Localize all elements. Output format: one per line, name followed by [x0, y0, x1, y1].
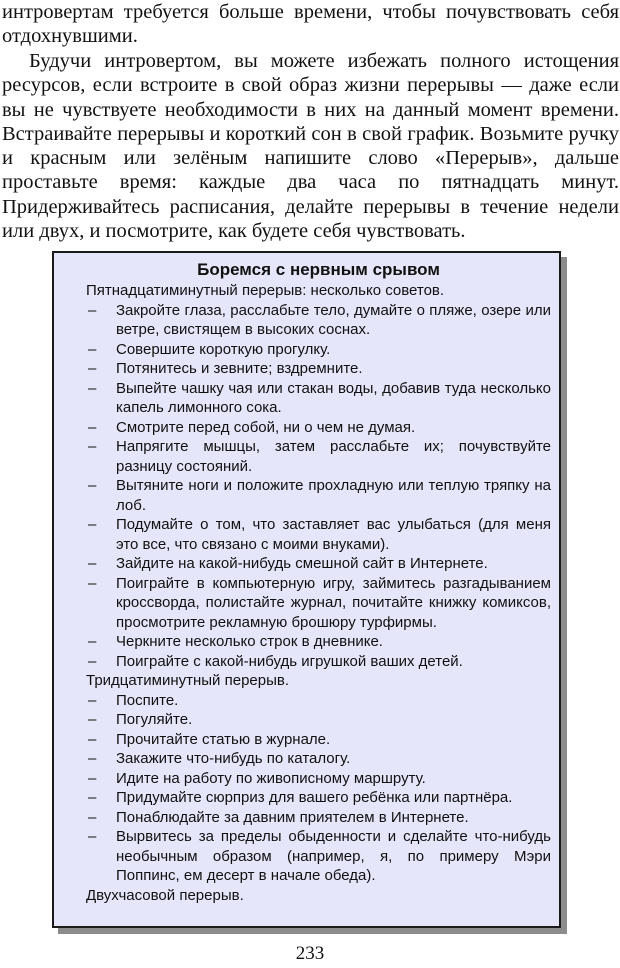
list-item: – Придумайте сюрприз для вашего ребёнка или партнёра.	[88, 789, 513, 806]
list-item: – Погуляйте.	[88, 711, 193, 728]
list-item: – Потянитесь и зевните; вздремните.	[88, 360, 363, 377]
list-item: – Понаблюдайте за давним приятелем в Интернете.	[88, 808, 469, 826]
paragraph-1: интровертам требуется больше времени, чтобы почувствовать себя отдохнувшими.	[2, 1, 619, 48]
list-item: – Прочитайте статью в журнале.	[88, 730, 331, 748]
page-number: 233	[295, 943, 325, 964]
list-item: – Вырвитесь за пределы обыденности и сделайте что-нибудь необычным образом (например, я, по примеру Мэри Поппинс, ем десерт в начале обеда).	[88, 828, 551, 884]
list-item: – Вытяните ноги и положите прохладную или теплую тряпку на лоб.	[88, 477, 551, 514]
list-item: – Совершите короткую прогулку.	[88, 340, 331, 358]
list-item: – Поиграйте в компьютерную игру, займитесь разгадыванием кроссворда, полистайте журнал, почитайте книжку комиксов, просмотрите рекламную брошюру турфирмы.	[88, 574, 551, 631]
list-item: – Поиграйте с какой-нибудь игрушкой ваших детей.	[88, 652, 463, 670]
section-15min-heading: Пятнадцатиминутный перерыв: несколько советов.	[86, 282, 445, 299]
paragraph-2: Будучи интровертом, вы можете избежать полного истощения ресурсов, если встроите в свой образ жизни перерывы — даже если вы не чувствуете необходимости в них на данный момент времени. Встраивайте перерывы и короткий сон в свой график. Возьмите ручку и красным или зелёным напишите слово «Перерыв», дальше проставьте время: каждые два часа по пятнадцать минут. Придерживайтесь расписания, делайте перерывы в течение недели или двух, и посмотрите, как будете себя чувствовать.	[2, 50, 619, 243]
list-item: – Закройте глаза, расслабьте тело, думайте о пляже, озере или ветре, свистящем в высоких соснах.	[88, 301, 551, 338]
section-30min-heading: Тридцатиминутный перерыв.	[86, 672, 290, 689]
list-item: – Напрягите мышцы, затем расслабьте их; почувствуйте разницу состояний.	[88, 438, 551, 475]
sidebar-box	[52, 251, 561, 928]
section-2h-heading: Двухчасовой перерыв.	[86, 886, 244, 904]
list-item: – Подумайте о том, что заставляет вас улыбаться (для меня это все, что связано с моими внуками).	[88, 516, 551, 553]
list-item: – Зайдите на какой-нибудь смешной сайт в Интернете.	[88, 555, 488, 572]
section-15min-list	[86, 301, 551, 672]
list-item: – Закажите что-нибудь по каталогу.	[88, 750, 351, 767]
box-title: Боремся с нервным срывом	[197, 260, 440, 279]
list-item: – Идите на работу по живописному маршруту.	[88, 769, 426, 787]
list-item: – Смотрите перед собой, ни о чем не думая.	[88, 418, 416, 436]
list-item: – Черкните несколько строк в дневнике.	[88, 633, 383, 650]
list-item: – Выпейте чашку чая или стакан воды, добавив туда несколько капель лимонного сока.	[88, 379, 551, 416]
list-item: – Поспите.	[88, 691, 179, 709]
section-30min-list	[86, 691, 551, 886]
